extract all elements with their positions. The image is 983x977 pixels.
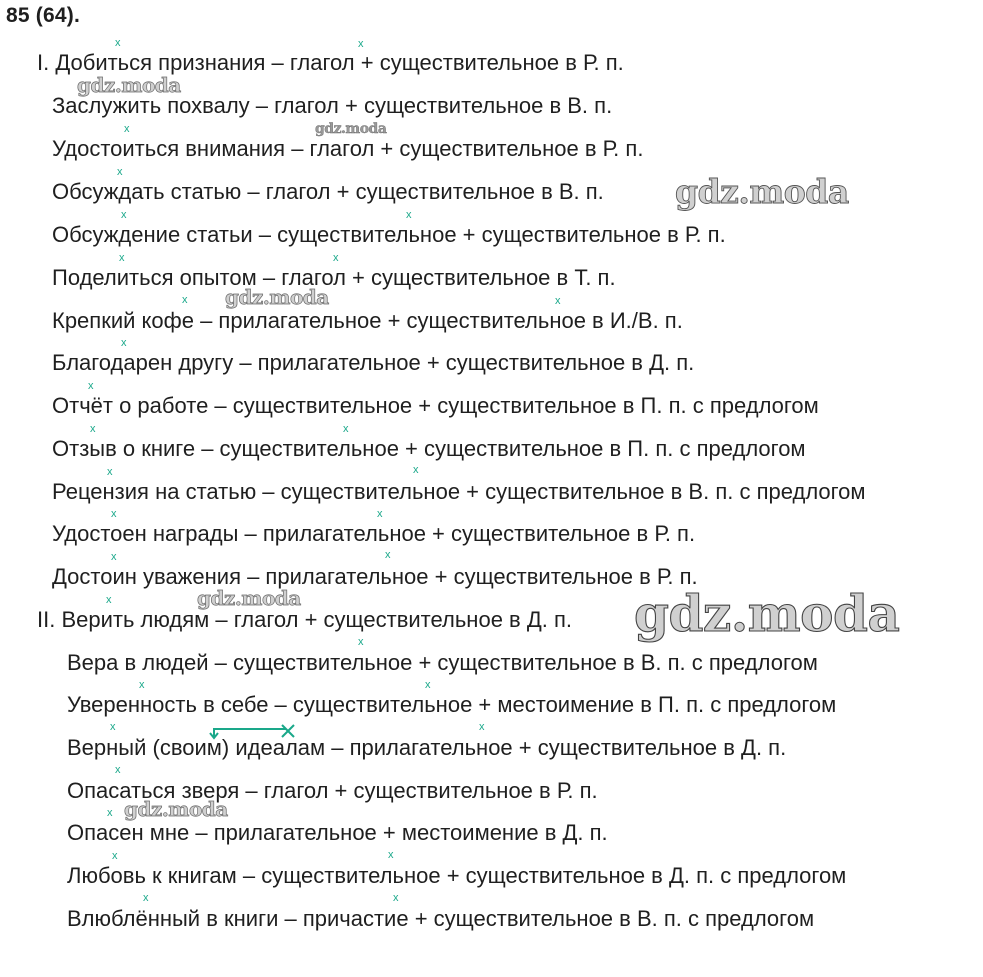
- answer-line-4: Обсуждать статью – глагол + существительное в В. п.: [52, 179, 604, 204]
- watermark-logo: gdz.moda: [675, 172, 849, 211]
- marker-x: x: [413, 464, 419, 476]
- marker-x: x: [425, 679, 431, 691]
- answer-line-5: Обсуждение статьи – существительное + существительное в Р. п.: [52, 222, 726, 247]
- answer-line-12: Удостоен награды – прилагательное + существительное в Р. п.: [52, 521, 696, 546]
- marker-x: x: [406, 209, 412, 221]
- marker-x: x: [115, 764, 121, 776]
- marker-x: x: [117, 166, 123, 178]
- answer-line-16: Уверенность в себе – существительное + местоимение в П. п. с предлогом: [67, 692, 837, 717]
- answer-line-6: Поделиться опытом – глагол + существительное в Т. п.: [52, 265, 616, 290]
- marker-x: x: [377, 508, 383, 520]
- marker-x: x: [90, 423, 96, 435]
- answer-line-9: Отчёт о работе – существительное + существительное в П. п. с предлогом: [52, 393, 819, 418]
- marker-x: x: [385, 549, 391, 561]
- answer-line-21: Влюблённый в книги – причастие + существительное в В. п. с предлогом: [67, 906, 815, 931]
- marker-x: x: [333, 252, 339, 264]
- marker-x: x: [388, 849, 394, 861]
- watermark-logo: gdz.moda: [634, 584, 900, 643]
- marker-x: x: [143, 892, 149, 904]
- marker-x: x: [393, 892, 399, 904]
- watermark-logo: gdz.moda: [225, 285, 329, 309]
- watermark-logo: gdz.moda: [124, 797, 228, 821]
- answer-line-3: Удостоиться внимания – глагол + существительное в Р. п.: [52, 136, 644, 161]
- answer-line-7: Крепкий кофе – прилагательное + существительное в И./В. п.: [52, 308, 683, 333]
- watermark-logo: gdz.moda: [315, 121, 387, 137]
- answer-line-15: Вера в людей – существительное + существительное в В. п. с предлогом: [67, 650, 818, 675]
- marker-x: x: [111, 508, 117, 520]
- marker-x: x: [121, 209, 127, 221]
- answer-line-17: Верный (своим) идеалам – прилагательное + существительное в Д. п.: [67, 735, 787, 760]
- marker-x: x: [139, 679, 145, 691]
- marker-x: x: [111, 551, 117, 563]
- marker-x: x: [119, 252, 125, 264]
- answer-line-18: Опасаться зверя – глагол + существительное в Р. п.: [67, 778, 598, 803]
- marker-x: x: [115, 37, 121, 49]
- marker-x: x: [106, 594, 112, 606]
- marker-x: x: [358, 636, 364, 648]
- marker-x: x: [343, 423, 349, 435]
- marker-x: x: [358, 38, 364, 50]
- answer-line-20: Любовь к книгам – существительное + существительное в Д. п. с предлогом: [67, 863, 847, 888]
- marker-x: x: [112, 850, 118, 862]
- answer-line-2: Заслужить похвалу – глагол + существительное в В. п.: [52, 93, 613, 118]
- marker-x: x: [121, 337, 127, 349]
- marker-x: x: [555, 295, 561, 307]
- answer-line-8: Благодарен другу – прилагательное + существительное в Д. п.: [52, 350, 695, 375]
- watermark-logo: gdz.moda: [77, 73, 181, 97]
- marker-x: x: [124, 123, 130, 135]
- answer-line-14: II. Верить людям – глагол + существительное в Д. п.: [37, 607, 572, 632]
- marker-x: x: [110, 721, 116, 733]
- exercise-heading: 85 (64).: [6, 4, 80, 27]
- bracket-arrow-mark: [208, 723, 308, 743]
- answer-line-10: Отзыв о книге – существительное + существительное в П. п. с предлогом: [52, 436, 806, 461]
- marker-x: x: [107, 466, 113, 478]
- marker-x: x: [107, 807, 113, 819]
- watermark-logo: gdz.moda: [197, 586, 301, 610]
- answer-line-13: Достоин уважения – прилагательное + существительное в Р. п.: [52, 564, 698, 589]
- marker-x: x: [88, 380, 94, 392]
- answer-line-19: Опасен мне – прилагательное + местоимение в Д. п.: [67, 820, 608, 845]
- answer-line-1: I. Добиться признания – глагол + существительное в Р. п.: [37, 50, 624, 75]
- marker-x: x: [479, 721, 485, 733]
- answer-line-11: Рецензия на статью – существительное + существительное в В. п. с предлогом: [52, 479, 866, 504]
- marker-x: x: [182, 294, 188, 306]
